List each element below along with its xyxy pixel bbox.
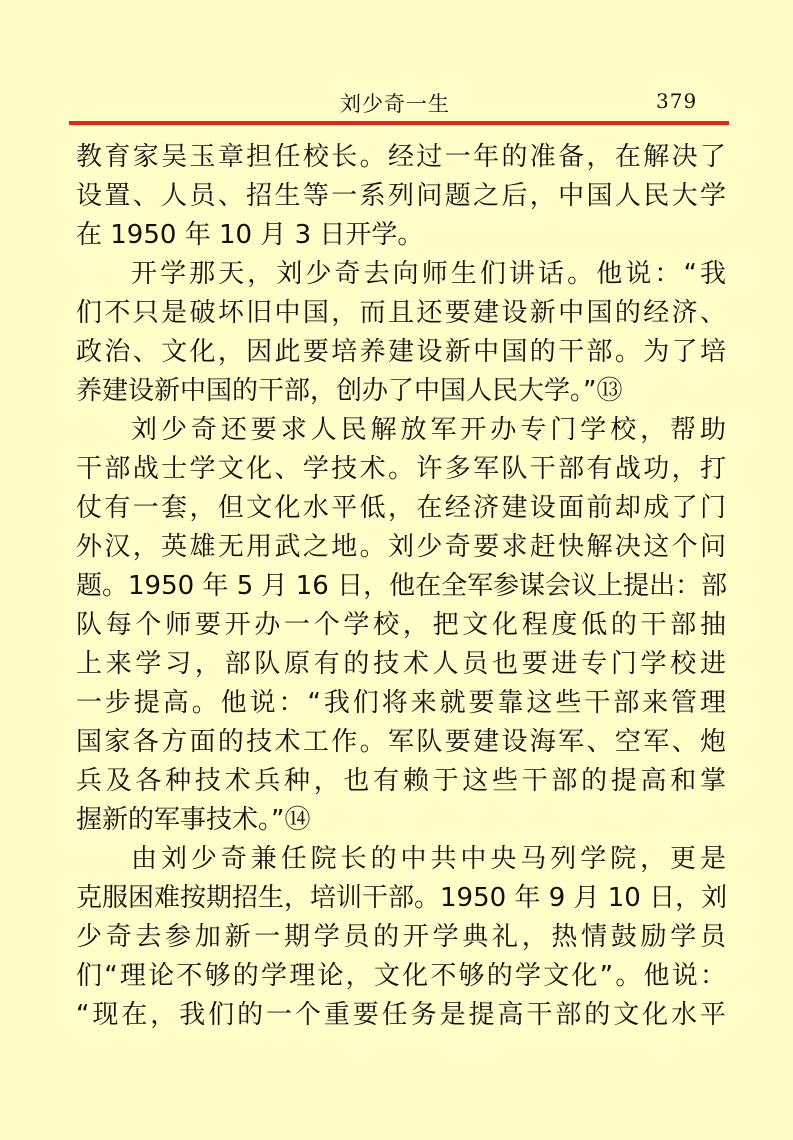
text-line: 教育家吴玉章担任校长。经过一年的准备，在解决了 [76, 142, 726, 172]
page-number: 379 [656, 89, 698, 113]
text-line: 题。1950 年 5 月 16 日，他在全军参谋会议上提出：部 [76, 571, 728, 601]
text-line: 克服困难按期招生，培训干部。1950 年 9 月 10 日，刘 [76, 883, 728, 913]
text-line: 兵及各种技术兵种，也有赖于这些干部的提高和掌 [76, 766, 726, 796]
text-line: “现在，我们的一个重要任务是提高干部的文化水平 [76, 1000, 726, 1030]
text-line: 上来学习，部队原有的技术人员也要进专门学校进 [76, 649, 726, 679]
text-line: 干部战士学文化、学技术。许多军队干部有战功，打 [76, 454, 726, 484]
running-title: 刘少奇一生 [340, 92, 450, 116]
page-body [76, 138, 726, 1035]
text-line: 设置、人员、招生等一系列问题之后，中国人民大学 [76, 181, 726, 211]
header-divider [69, 121, 729, 125]
text-line: 少奇去参加新一期学员的开学典礼，热情鼓励学员 [76, 922, 726, 952]
text-line-with-footnote-13: 养建设新中国的干部，创办了中国人民大学。”⑬ [76, 376, 623, 406]
text-line: 们“理论不够的学理论，文化不够的学文化”。他说： [76, 961, 726, 991]
text-line: 外汉，英雄无用武之地。刘少奇要求赶快解决这个问 [76, 532, 726, 562]
text-line: 仗有一套，但文化水平低，在经济建设面前却成了门 [76, 493, 726, 523]
paragraph-start-line: 开学那天，刘少奇去向师生们讲话。他说：“我 [131, 259, 726, 289]
page-header [0, 0, 793, 130]
paragraph-start-line: 刘少奇还要求人民解放军开办专门学校，帮助 [131, 415, 726, 445]
text-line: 国家各方面的技术工作。军队要建设海军、空军、炮 [76, 727, 726, 757]
text-line: 队每个师要开办一个学校，把文化程度低的干部抽 [76, 610, 726, 640]
text-line: 在 1950 年 10 月 3 日开学。 [76, 220, 424, 250]
text-line: 政治、文化，因此要培养建设新中国的干部。为了培 [76, 337, 726, 367]
text-line: 们不只是破坏旧中国，而且还要建设新中国的经济、 [76, 298, 726, 328]
text-line-with-footnote-14: 握新的军事技术。”⑭ [76, 805, 311, 835]
paragraph-start-line: 由刘少奇兼任院长的中共中央马列学院，更是 [131, 844, 726, 874]
text-line: 一步提高。他说：“我们将来就要靠这些干部来管理 [76, 688, 726, 718]
